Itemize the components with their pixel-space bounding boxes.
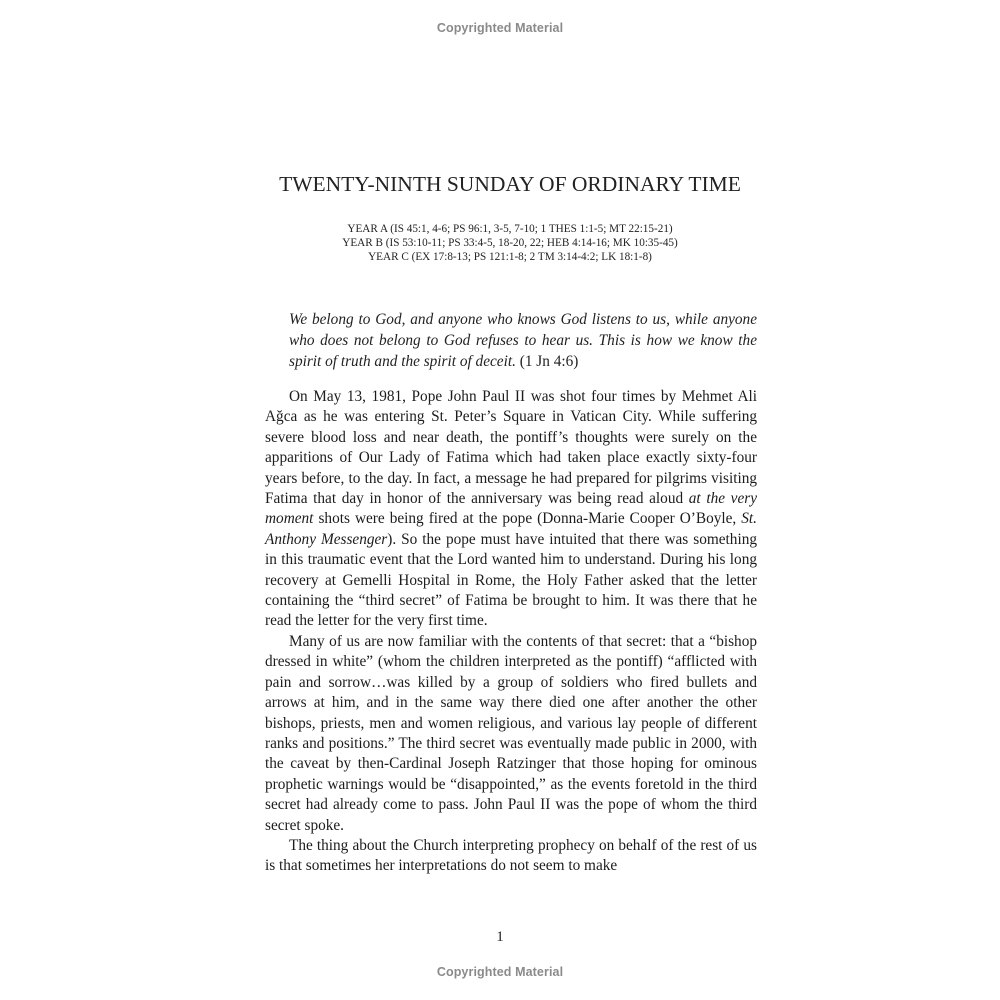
chapter-title: TWENTY-NINTH SUNDAY OF ORDINARY TIME [279,172,741,196]
epigraph-citation: (1 Jn 4:6) [519,353,579,370]
paragraph-1-part-e: ). So the pope must have intuited that there was something in this traumatic event that the Lord wanted him to understand. During his long recovery at Gemelli Hospital in Rome, the Holy Father asked that the letter containing the “third secret” of Fatima be brought to him. It was there that he read the letter for the very first time. [265,530,757,630]
paragraph-1-emphasis: at the very moment [265,490,757,528]
body-text [265,387,757,877]
paragraph-1-source-title: St. Anthony Messenger [265,510,757,548]
epigraph [289,309,757,372]
page-number: 1 [496,929,504,945]
epigraph-quote: We belong to God, and anyone who knows God listens to us, while anyone who does not belong to God refuses to hear us. This is how we know the spirit of truth and the spirit of deceit. [289,311,757,370]
paragraph-2: Many of us are now familiar with the contents of that secret: that a “bishop dressed in white” (whom the children interpreted as the pontiff) “afflicted with pain and sorrow…was killed by a group of soldiers who fired bullets and arrows at him, and in the same way there died one after another the other bishops, priests, men and women religious, and various lay people of different ranks and positions.” The third secret was eventually made public in 2000, with the caveat by then-Cardinal Joseph Ratzinger that those hoping for ominous prophetic warnings would be “disappointed,” as the events foretold in the third secret had already come to pass. John Paul II was the pope of whom the third secret spoke. [265,632,757,834]
paragraph-1-part-a: On May 13, 1981, Pope John Paul II was shot four times by Mehmet Ali Ağca as he was entering St. Peter’s Square in Vatican City. While suffering severe blood loss and near death, the pontiff’s thoughts were surely on the apparitions of Our Lady of Fatima which had taken place exactly sixty-four years before, to the day. In fact, a message he had prepared for pilgrims visiting Fatima that day in honor of the anniversary was being read aloud [265,388,757,508]
readings-block [265,222,755,264]
reading-year-c: YEAR C (EX 17:8-13; PS 121:1-8; 2 TM 3:14-4:2; LK 18:1-8) [368,251,652,263]
watermark-top: Copyrighted Material [436,21,564,35]
watermark-bottom: Copyrighted Material [436,965,564,979]
reading-year-b: YEAR B (IS 53:10-11; PS 33:4-5, 18-20, 22; HEB 4:14-16; MK 10:35-45) [342,237,678,249]
paragraph-1-part-c: shots were being fired at the pope (Donna-Marie Cooper O’Boyle, [313,510,742,528]
paragraph-3: The thing about the Church interpreting prophecy on behalf of the rest of us is that sometimes her interpretations do not seem to make [265,836,757,875]
paragraph-1 [265,387,757,632]
reading-year-a: YEAR A (IS 45:1, 4-6; PS 96:1, 3-5, 7-10; 1 THES 1:1-5; MT 22:15-21) [347,223,673,235]
